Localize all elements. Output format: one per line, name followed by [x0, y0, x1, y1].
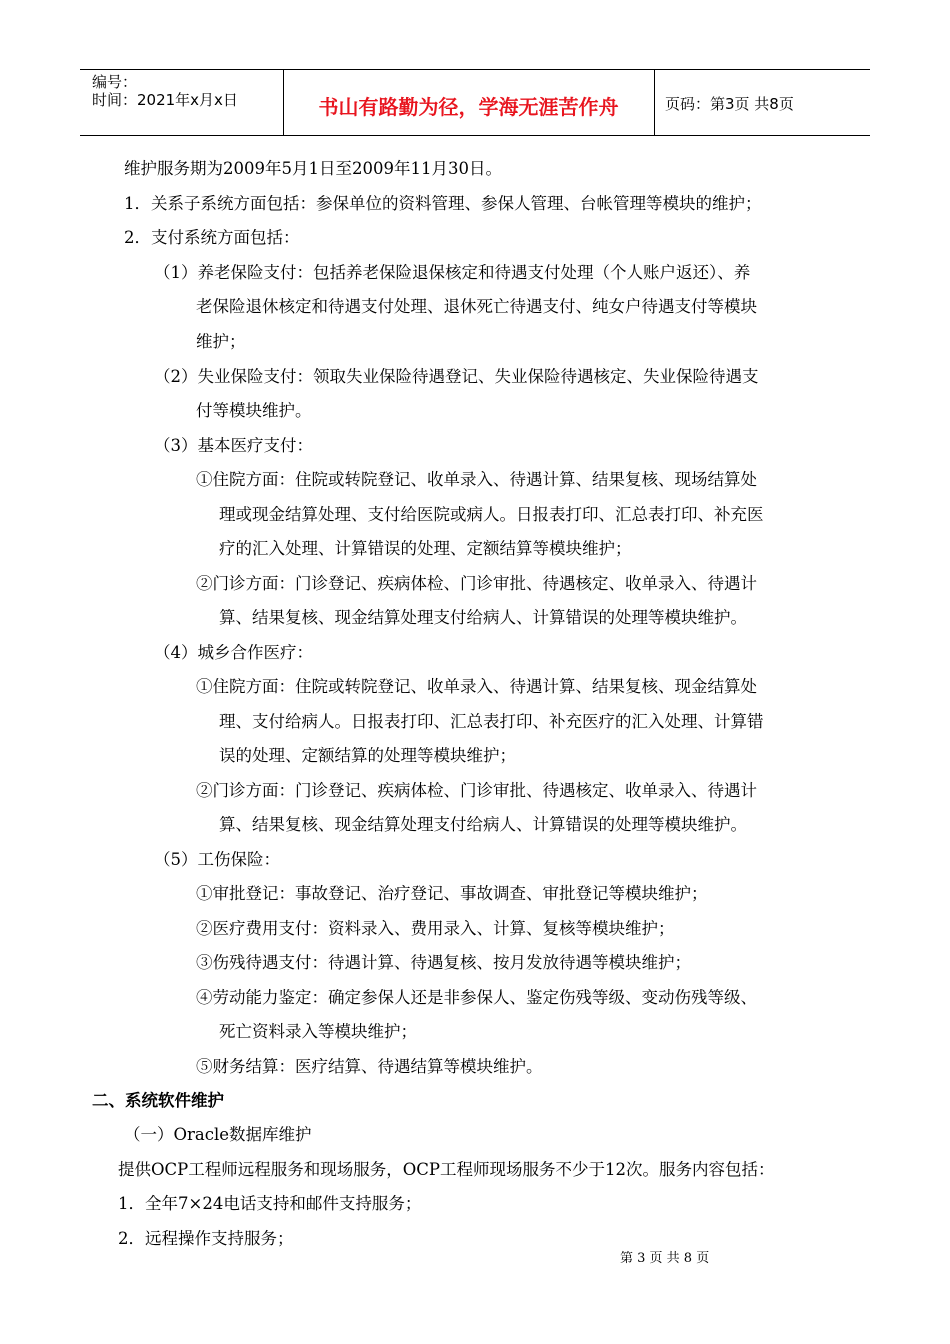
service-item-1: 1．全年7×24电话支持和邮件支持服务；	[118, 1194, 422, 1213]
header-page-label: 页码：第3页 共8页	[665, 95, 794, 113]
paragraph-3b-line: 算、结果复核、现金结算处理支付给病人、计算错误的处理等模块维护。	[219, 608, 747, 627]
paragraph-4b-line: 算、结果复核、现金结算处理支付给病人、计算错误的处理等模块维护。	[219, 815, 747, 834]
subsection-1-heading: （一）Oracle数据库维护	[124, 1125, 312, 1144]
header-top-rule	[80, 69, 870, 70]
paragraph-3a-line: ①住院方面：住院或转院登记、收单录入、待遇计算、结果复核、现场结算处	[196, 470, 757, 489]
paragraph-5a: ①审批登记：事故登记、治疗登记、事故调查、审批登记等模块维护；	[196, 884, 708, 903]
paragraph-5c: ③伤残待遇支付：待遇计算、待遇复核、按月发放待遇等模块维护；	[196, 953, 691, 972]
paragraph-3-heading: （3）基本医疗支付：	[154, 436, 313, 455]
ocp-service-text: 提供OCP工程师远程服务和现场服务，OCP工程师现场服务不少于12次。服务内容包括：	[118, 1160, 775, 1179]
paragraph-1-line: 维护；	[196, 332, 246, 351]
item-2: 2．支付系统方面包括：	[124, 228, 300, 247]
paragraph-5e: ⑤财务结算：医疗结算、待遇结算等模块维护。	[196, 1057, 543, 1076]
header-date-label: 时间：2021年x月x日	[92, 91, 238, 109]
paragraph-5b: ②医疗费用支付：资料录入、费用录入、计算、复核等模块维护；	[196, 919, 675, 938]
paragraph-5d-line: 死亡资料录入等模块维护；	[219, 1022, 417, 1041]
paragraph-4a-line: 误的处理、定额结算的处理等模块维护；	[219, 746, 516, 765]
paragraph-2-line: （2）失业保险支付：领取失业保险待遇登记、失业保险待遇核定、失业保险待遇支	[154, 367, 759, 386]
period-text: 维护服务期为2009年5月1日至2009年11月30日。	[124, 159, 502, 178]
item-1: 1．关系子系统方面包括：参保单位的资料管理、参保人管理、台帐管理等模块的维护；	[124, 194, 762, 213]
header-divider	[654, 69, 655, 135]
paragraph-3a-line: 疗的汇入处理、计算错误的处理、定额结算等模块维护；	[219, 539, 632, 558]
paragraph-2-line: 付等模块维护。	[196, 401, 312, 420]
paragraph-5-heading: （5）工伤保险：	[154, 850, 280, 869]
paragraph-3b-line: ②门诊方面：门诊登记、疾病体检、门诊审批、待遇核定、收单录入、待遇计	[196, 574, 757, 593]
paragraph-4a-line: ①住院方面：住院或转院登记、收单录入、待遇计算、结果复核、现金结算处	[196, 677, 757, 696]
paragraph-4a-line: 理、支付给病人。日报表打印、汇总表打印、补充医疗的汇入处理、计算错	[219, 712, 764, 731]
header-bottom-rule	[80, 135, 870, 136]
header-number-label: 编号：	[92, 73, 138, 91]
footer-page-number: 第 3 页 共 8 页	[620, 1251, 710, 1266]
paragraph-1-line: （1）养老保险支付：包括养老保险退保核定和待遇支付处理（个人账户返还）、养	[154, 263, 751, 282]
paragraph-1-line: 老保险退休核定和待遇支付处理、退休死亡待遇支付、纯女户待遇支付等模块	[196, 297, 757, 316]
paragraph-4-heading: （4）城乡合作医疗：	[154, 643, 313, 662]
header-motto: 书山有路勤为径，学海无涯苦作舟	[318, 95, 619, 119]
section-2-heading: 二、系统软件维护	[92, 1091, 224, 1110]
paragraph-5d-line: ④劳动能力鉴定：确定参保人还是非参保人、鉴定伤残等级、变动伤残等级、	[196, 988, 757, 1007]
paragraph-4b-line: ②门诊方面：门诊登记、疾病体检、门诊审批、待遇核定、收单录入、待遇计	[196, 781, 757, 800]
service-item-2: 2．远程操作支持服务；	[118, 1229, 294, 1248]
paragraph-3a-line: 理或现金结算处理、支付给医院或病人。日报表打印、汇总表打印、补充医	[219, 505, 764, 524]
